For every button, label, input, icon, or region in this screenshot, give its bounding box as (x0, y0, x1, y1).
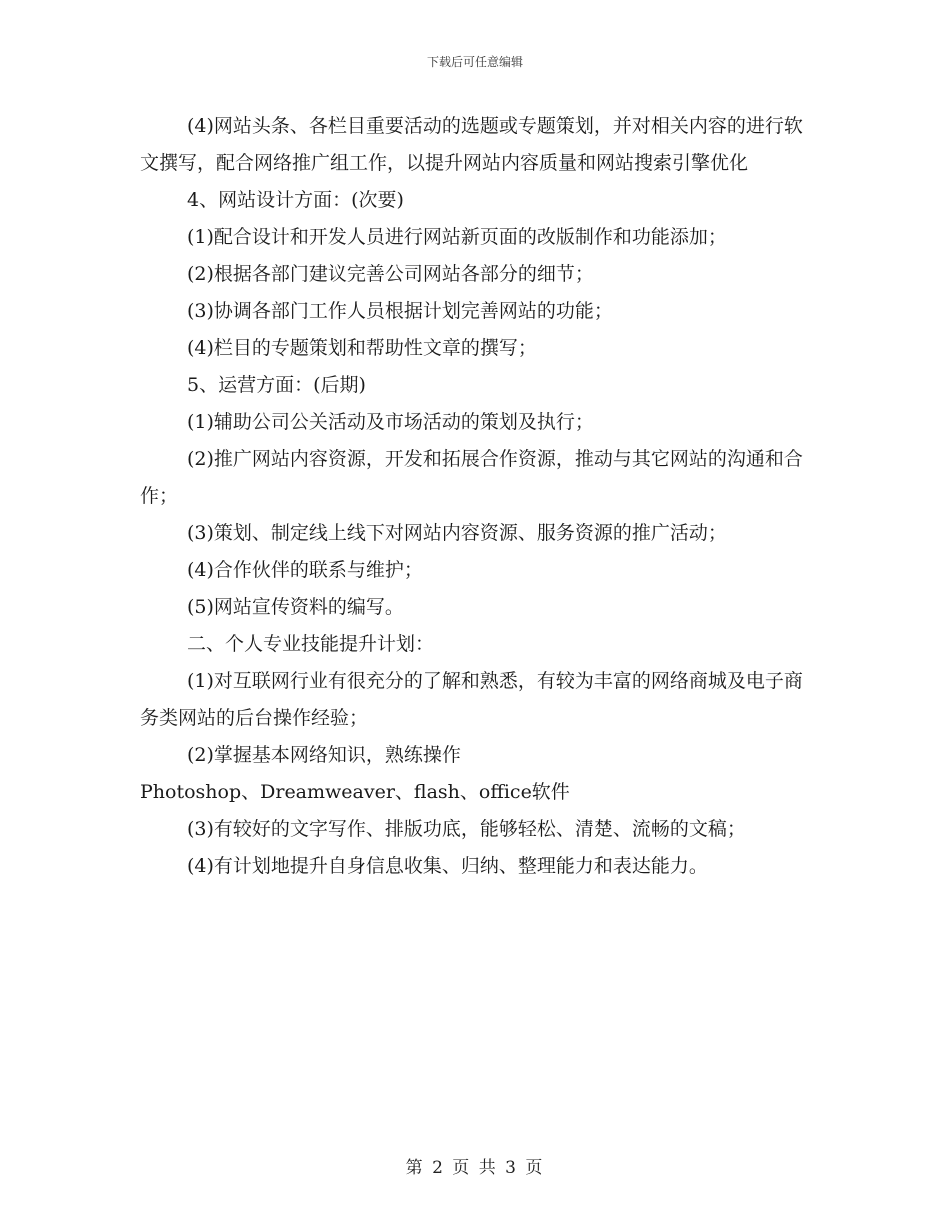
paragraph: (4)栏目的专题策划和帮助性文章的撰写； (187, 337, 537, 359)
page-header: 下载后可任意编辑 (426, 55, 523, 69)
paragraph-continuation: Photoshop、Dreamweaver、flash、office软件 (140, 781, 570, 803)
paragraph: (2)掌握基本网络知识，熟练操作 (187, 744, 461, 766)
paragraph: (5)网站宣传资料的编写。 (187, 596, 404, 618)
paragraph: (1)配合设计和开发人员进行网站新页面的改版制作和功能添加； (187, 226, 727, 248)
document-body (140, 108, 820, 885)
paragraph: (4)网站头条、各栏目重要活动的选题或专题策划，并对相关内容的进行软文撰写，配合网络推广组工作，以提升网站内容质量和网站搜索引擎优化 (140, 115, 803, 174)
paragraph: (1)辅助公司公关活动及市场活动的策划及执行； (187, 411, 594, 433)
paragraph: (3)策划、制定线上线下对网站内容资源、服务资源的推广活动； (187, 522, 727, 544)
page-footer: 第 2 页 共 3 页 (405, 1158, 545, 1178)
paragraph: (1)对互联网行业有很充分的了解和熟悉，有较为丰富的网络商城及电子商务类网站的后台操作经验； (140, 670, 803, 729)
section-heading: 5、运营方面：(后期) (187, 374, 366, 396)
section-heading: 二、个人专业技能提升计划： (187, 633, 435, 655)
section-heading: 4、网站设计方面：(次要) (187, 189, 404, 211)
paragraph: (2)根据各部门建议完善公司网站各部分的细节； (187, 263, 594, 285)
paragraph: (2)推广网站内容资源，开发和拓展合作资源，推动与其它网站的沟通和合作； (140, 448, 803, 507)
paragraph: (4)合作伙伴的联系与维护； (187, 559, 423, 581)
paragraph: (3)协调各部门工作人员根据计划完善网站的功能； (187, 300, 613, 322)
paragraph: (3)有较好的文字写作、排版功底，能够轻松、清楚、流畅的文稿； (187, 818, 746, 840)
paragraph: (4)有计划地提升自身信息收集、归纳、整理能力和表达能力。 (187, 855, 708, 877)
